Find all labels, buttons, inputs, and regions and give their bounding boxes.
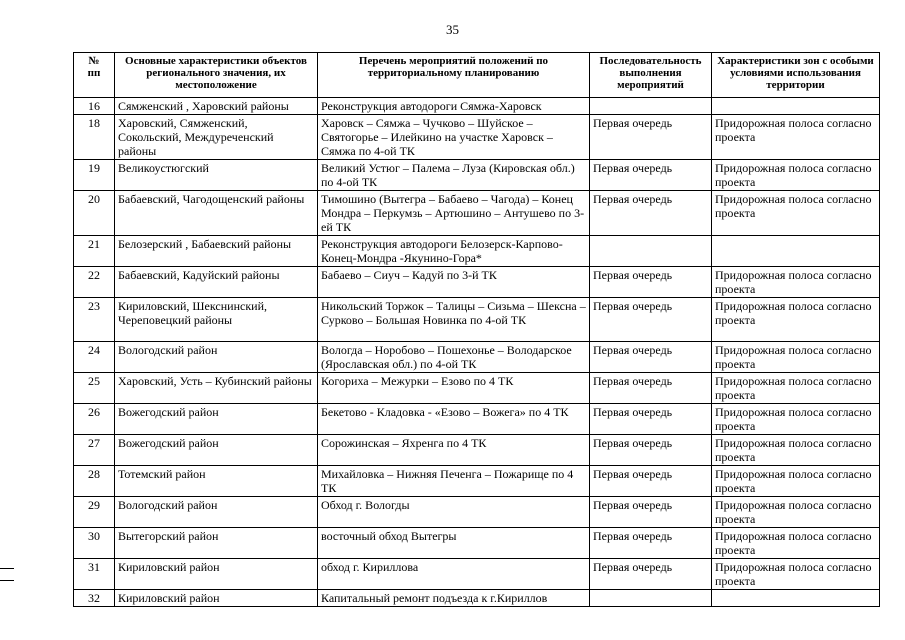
row-location: Сямженский , Харовский районы (115, 98, 318, 115)
row-location: Белозерский , Бабаевский районы (115, 236, 318, 267)
row-sequence: Первая очередь (590, 373, 712, 404)
table-row (74, 528, 880, 559)
header-measures: Перечень мероприятий положений по территориальному планированию (318, 53, 590, 98)
header-sequence: Последовательность выполнения мероприятий (590, 53, 712, 98)
row-sequence: Первая очередь (590, 160, 712, 191)
row-zone: Придорожная полоса согласно проекта (712, 160, 880, 191)
row-location: Вожегодский район (115, 435, 318, 466)
header-num: № пп (74, 53, 115, 98)
row-number: 20 (74, 191, 115, 236)
table-row (74, 115, 880, 160)
row-location: Вытегорский район (115, 528, 318, 559)
row-number: 24 (74, 342, 115, 373)
row-measure: Тимошино (Вытегра – Бабаево – Чагода) – Конец Мондра – Перкумзь – Артюшино – Антушево по 3-ей ТК (318, 191, 590, 236)
row-number: 28 (74, 466, 115, 497)
row-number: 18 (74, 115, 115, 160)
row-sequence (590, 236, 712, 267)
row-number: 32 (74, 590, 115, 607)
header-objects: Основные характеристики объектов регионального значения, их местоположение (115, 53, 318, 98)
row-sequence: Первая очередь (590, 267, 712, 298)
row-zone: Придорожная полоса согласно проекта (712, 404, 880, 435)
row-sequence: Первая очередь (590, 298, 712, 342)
row-zone: Придорожная полоса согласно проекта (712, 342, 880, 373)
row-zone: Придорожная полоса согласно проекта (712, 435, 880, 466)
row-zone: Придорожная полоса согласно проекта (712, 267, 880, 298)
table-row (74, 342, 880, 373)
row-measure: восточный обход Вытегры (318, 528, 590, 559)
row-number: 27 (74, 435, 115, 466)
header-row (74, 53, 880, 98)
row-measure: Сорожинская – Яхренга по 4 ТК (318, 435, 590, 466)
row-number: 29 (74, 497, 115, 528)
row-zone (712, 236, 880, 267)
row-measure: Великий Устюг – Палема – Луза (Кировская обл.) по 4-ой ТК (318, 160, 590, 191)
row-zone: Придорожная полоса согласно проекта (712, 191, 880, 236)
row-measure: Харовск – Сямжа – Чучково – Шуйское – Святогорье – Илейкино на участке Харовск – Сямжа по 4-ой ТК (318, 115, 590, 160)
row-sequence: Первая очередь (590, 115, 712, 160)
table-row (74, 160, 880, 191)
row-number: 31 (74, 559, 115, 590)
row-location: Кириловский район (115, 590, 318, 607)
row-zone (712, 590, 880, 607)
row-zone: Придорожная полоса согласно проекта (712, 373, 880, 404)
row-number: 30 (74, 528, 115, 559)
row-measure: Обход г. Вологды (318, 497, 590, 528)
row-sequence: Первая очередь (590, 559, 712, 590)
table-row (74, 236, 880, 267)
row-location: Великоустюгский (115, 160, 318, 191)
header-zones: Характеристики зон с особыми условиями использования территории (712, 53, 880, 98)
row-sequence: Первая очередь (590, 342, 712, 373)
table-row (74, 298, 880, 342)
row-location: Вологодский район (115, 342, 318, 373)
row-location: Бабаевский, Чагодощенский районы (115, 191, 318, 236)
table-row (74, 267, 880, 298)
table-row (74, 98, 880, 115)
row-sequence: Первая очередь (590, 191, 712, 236)
row-number: 23 (74, 298, 115, 342)
row-measure: Бабаево – Сиуч – Кадуй по 3-й ТК (318, 267, 590, 298)
row-zone: Придорожная полоса согласно проекта (712, 466, 880, 497)
row-measure: Когориха – Межурки – Езово по 4 ТК (318, 373, 590, 404)
row-sequence: Первая очередь (590, 497, 712, 528)
margin-mark (0, 580, 14, 581)
row-number: 21 (74, 236, 115, 267)
row-zone: Придорожная полоса согласно проекта (712, 115, 880, 160)
row-zone (712, 98, 880, 115)
row-location: Тотемский район (115, 466, 318, 497)
table-row (74, 435, 880, 466)
row-zone: Придорожная полоса согласно проекта (712, 528, 880, 559)
row-measure: Бекетово - Кладовка - «Езово – Вожега» по 4 ТК (318, 404, 590, 435)
row-number: 25 (74, 373, 115, 404)
row-number: 19 (74, 160, 115, 191)
row-number: 26 (74, 404, 115, 435)
table-row (74, 497, 880, 528)
row-sequence: Первая очередь (590, 404, 712, 435)
row-measure: Вологда – Норобово – Пошехонье – Володарское (Ярославская обл.) по 4-ой ТК (318, 342, 590, 373)
row-measure: Михайловка – Нижняя Печенга – Пожарище по 4 ТК (318, 466, 590, 497)
table-row (74, 373, 880, 404)
row-location: Харовский, Усть – Кубинский районы (115, 373, 318, 404)
table-row (74, 191, 880, 236)
row-sequence (590, 590, 712, 607)
table-row (74, 404, 880, 435)
row-location: Кириловский район (115, 559, 318, 590)
row-zone: Придорожная полоса согласно проекта (712, 298, 880, 342)
row-location: Харовский, Сямженский, Сокольский, Междуреченский районы (115, 115, 318, 160)
planning-table (73, 52, 880, 607)
row-zone: Придорожная полоса согласно проекта (712, 559, 880, 590)
row-measure: Реконструкция автодороги Белозерск-Карпово-Конец-Мондра -Якунино-Гора* (318, 236, 590, 267)
table-row (74, 590, 880, 607)
row-sequence (590, 98, 712, 115)
row-sequence: Первая очередь (590, 466, 712, 497)
row-sequence: Первая очередь (590, 435, 712, 466)
table-row (74, 559, 880, 590)
row-measure: обход г. Кириллова (318, 559, 590, 590)
page-number: 35 (446, 22, 459, 37)
row-location: Вожегодский район (115, 404, 318, 435)
table-row (74, 466, 880, 497)
margin-mark (0, 568, 14, 569)
row-zone: Придорожная полоса согласно проекта (712, 497, 880, 528)
row-location: Вологодский район (115, 497, 318, 528)
row-sequence: Первая очередь (590, 528, 712, 559)
row-measure: Реконструкция автодороги Сямжа-Харовск (318, 98, 590, 115)
row-measure: Капитальный ремонт подъезда к г.Кириллов (318, 590, 590, 607)
row-measure: Никольский Торжок – Талицы – Сизьма – Шексна – Сурково – Большая Новинка по 4-ой ТК (318, 298, 590, 342)
row-location: Бабаевский, Кадуйский районы (115, 267, 318, 298)
row-number: 16 (74, 98, 115, 115)
row-location: Кириловский, Шекснинский, Череповецкий районы (115, 298, 318, 342)
row-number: 22 (74, 267, 115, 298)
